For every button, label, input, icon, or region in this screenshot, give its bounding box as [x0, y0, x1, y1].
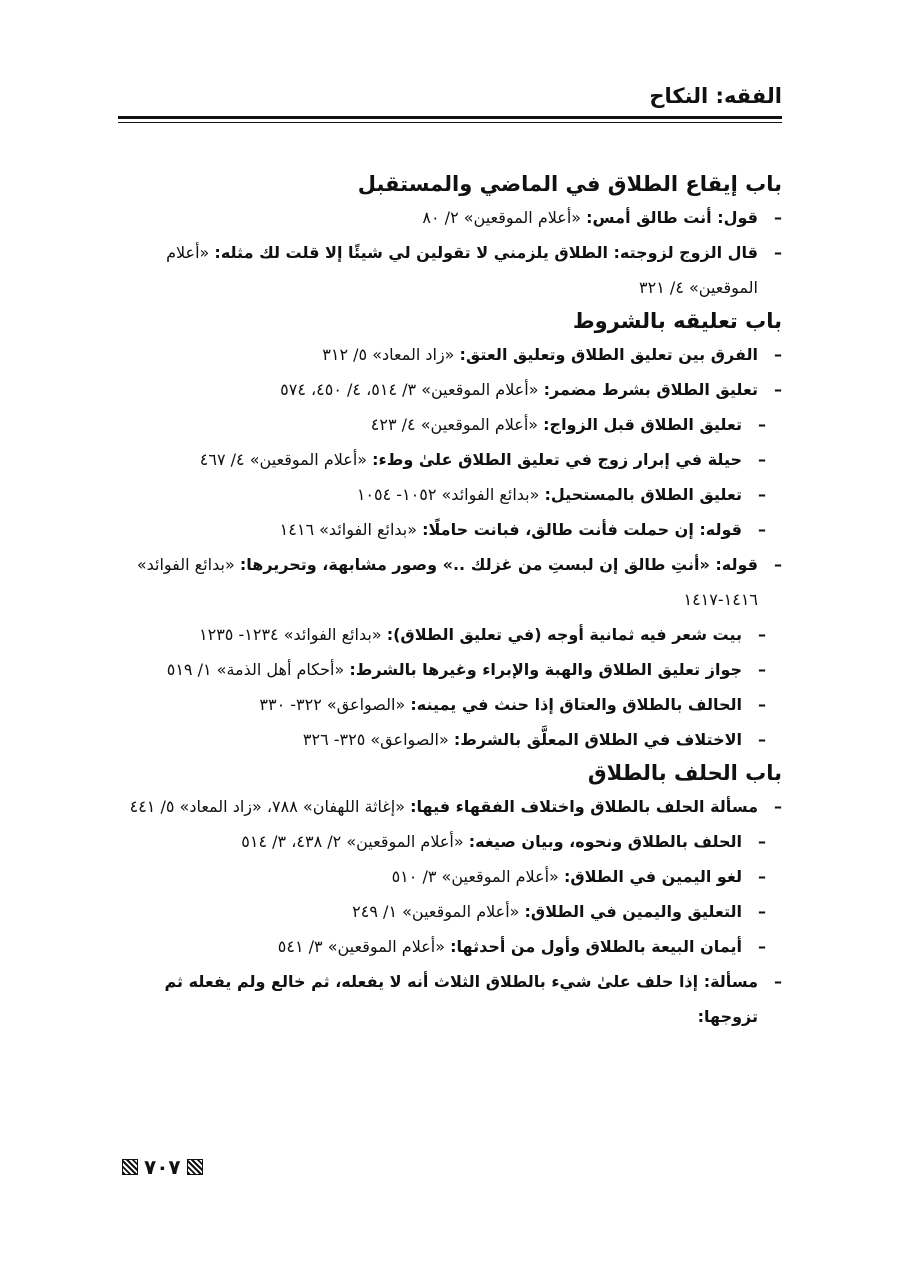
index-entry [118, 235, 782, 305]
entry-topic: حيلة في إبرار زوج في تعليق الطلاق علىٰ وطء: [372, 450, 742, 469]
index-entry [118, 789, 782, 824]
entry-topic: تعليق الطلاق بشرط مضمر: [543, 380, 758, 399]
entry-reference: «أعلام الموقعين» ٣/ ٥٤١ [277, 937, 451, 956]
entry-reference: «أعلام الموقعين» ٢/ ٤٣٨، ٣/ ٥١٤ [241, 832, 469, 851]
index-entry [118, 824, 782, 859]
entry-reference: «أعلام الموقعين» ٤/ ٤٢٣ [370, 415, 544, 434]
entry-dash-icon: – [774, 380, 782, 399]
entry-topic: مسألة الحلف بالطلاق واختلاف الفقهاء فيها: [410, 797, 758, 816]
index-entry [118, 547, 782, 617]
header-rule-thin [118, 122, 782, 123]
page-number-block [122, 1155, 203, 1179]
header-rule-thick [118, 116, 782, 119]
entry-topic: الفرق بين تعليق الطلاق وتعليق العتق: [459, 345, 758, 364]
index-entry [118, 894, 782, 929]
entry-dash-icon: – [758, 730, 766, 749]
entry-reference: «الصواعق» ٣٢٥- ٣٢٦ [302, 730, 454, 749]
entry-dash-icon: – [758, 485, 766, 504]
entry-topic: قوله: «أنتِ طالق إن لبستِ من غزلك ..» وصور مشابهة، وتحريرها: [239, 555, 758, 574]
entry-dash-icon: – [774, 208, 782, 227]
entry-topic: قول: أنت طالق أمس: [586, 208, 758, 227]
entry-dash-icon: – [758, 937, 766, 956]
entry-dash-icon: – [758, 695, 766, 714]
entry-topic: التعليق واليمين في الطلاق: [524, 902, 742, 921]
entry-reference: «أعلام الموقعين» ٢/ ٨٠ [422, 208, 587, 227]
entry-topic: قال الزوج لزوجته: الطلاق يلزمني لا تقولين لي شيئًا إلا قلت لك مثله: [214, 243, 758, 262]
index-entry [118, 512, 782, 547]
section-heading: باب الحلف بالطلاق [587, 761, 782, 785]
ornament-right-icon [187, 1159, 203, 1175]
index-entry [118, 929, 782, 964]
entry-dash-icon: – [758, 415, 766, 434]
index-content [118, 168, 782, 1034]
entry-topic: الحالف بالطلاق والعتاق إذا حنث في يمينه: [410, 695, 742, 714]
entry-reference: «أعلام [166, 243, 215, 262]
entry-dash-icon: – [774, 243, 782, 262]
entry-dash-icon: – [758, 832, 766, 851]
section-heading: باب تعليقه بالشروط [572, 309, 782, 333]
entry-reference: «إغاثة اللهفان» ٧٨٨، «زاد المعاد» ٥/ ٤٤١ [129, 797, 411, 816]
index-entry [118, 859, 782, 894]
entry-dash-icon: – [774, 972, 782, 991]
entry-dash-icon: – [758, 902, 766, 921]
index-entry [118, 617, 782, 652]
entry-reference-continued: ١٤١٦-١٤١٧ [683, 590, 758, 609]
index-entry [118, 652, 782, 687]
entry-dash-icon: – [758, 450, 766, 469]
index-entry [118, 722, 782, 757]
entry-dash-icon: – [758, 625, 766, 644]
entry-dash-icon: – [758, 660, 766, 679]
index-entry [118, 964, 782, 1034]
entry-topic: بيت شعر فيه ثمانية أوجه (في تعليق الطلاق): [386, 625, 742, 644]
entry-reference: «بدائع الفوائد» ١٠٥٢- ١٠٥٤ [356, 485, 545, 504]
entry-reference: «الصواعق» ٣٢٢- ٣٣٠ [259, 695, 411, 714]
entry-reference: «بدائع الفوائد» [136, 555, 240, 574]
page-number: ٧٠٧ [144, 1155, 181, 1179]
entry-reference: «زاد المعاد» ٥/ ٣١٢ [322, 345, 460, 364]
entry-dash-icon: – [774, 345, 782, 364]
entry-topic: تعليق الطلاق بالمستحيل: [544, 485, 742, 504]
entry-dash-icon: – [758, 867, 766, 886]
entry-reference: «أحكام أهل الذمة» ١/ ٥١٩ [166, 660, 350, 679]
index-entry [118, 200, 782, 235]
entry-reference: «أعلام الموقعين» ١/ ٢٤٩ [352, 902, 525, 921]
index-entry [118, 687, 782, 722]
index-entry [118, 337, 782, 372]
running-header: الفقه: النكاح [649, 84, 782, 108]
index-entry [118, 442, 782, 477]
entry-reference: «أعلام الموقعين» ٣/ ٥١٤، ٤/ ٤٥٠، ٥٧٤ [280, 380, 544, 399]
entry-dash-icon: – [758, 520, 766, 539]
entry-dash-icon: – [774, 797, 782, 816]
entry-topic: الاختلاف في الطلاق المعلَّق بالشرط: [453, 730, 742, 749]
index-entry [118, 372, 782, 407]
entry-topic: مسألة: إذا حلف علىٰ شيء بالطلاق الثلاث أنه لا يفعله، ثم خالع ولم يفعله ثم تزوجها: [164, 972, 758, 1026]
entry-reference: «أعلام الموقعين» ٣/ ٥١٠ [391, 867, 564, 886]
entry-dash-icon: – [774, 555, 782, 574]
section-heading: باب إيقاع الطلاق في الماضي والمستقبل [357, 172, 782, 196]
index-entry [118, 407, 782, 442]
entry-reference: «أعلام الموقعين» ٤/ ٤٦٧ [199, 450, 373, 469]
ornament-left-icon [122, 1159, 138, 1175]
entry-reference: «بدائع الفوائد» ١٢٣٤- ١٢٣٥ [199, 625, 387, 644]
entry-topic: لغو اليمين في الطلاق: [563, 867, 742, 886]
entry-topic: قوله: إن حملت فأنت طالق، فبانت حاملًا: [422, 520, 742, 539]
entry-reference-continued: الموقعين» ٤/ ٣٢١ [639, 278, 758, 297]
entry-topic: تعليق الطلاق قبل الزواج: [543, 415, 742, 434]
index-entry [118, 477, 782, 512]
entry-topic: أيمان البيعة بالطلاق وأول من أحدثها: [450, 937, 742, 956]
entry-topic: جواز تعليق الطلاق والهبة والإبراء وغيرها بالشرط: [349, 660, 742, 679]
entry-reference: «بدائع الفوائد» ١٤١٦ [279, 520, 423, 539]
entry-topic: الحلف بالطلاق ونحوه، وبيان صيغه: [468, 832, 742, 851]
